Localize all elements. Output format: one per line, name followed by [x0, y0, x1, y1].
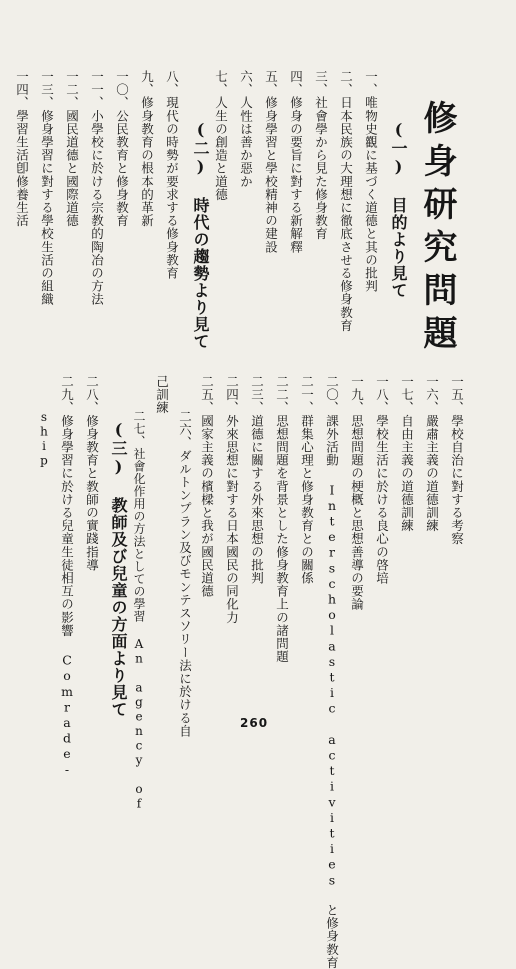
list-item: 一七、自由主義の道德訓練: [399, 375, 415, 533]
list-item: 二四、外來思想に對する日本國民の同化力: [224, 375, 240, 624]
list-item: 九、修身教育の根本的革新: [139, 70, 155, 228]
list-item: 一八、學校生活に於ける良心の啓培: [374, 375, 390, 585]
list-item: 六、人性は善か惡か: [238, 70, 254, 188]
list-item: 一、唯物史觀に基づく道德と其の批判: [363, 70, 379, 293]
list-item: 二〇、課外活動 Interscholastic activities と修身教育: [324, 375, 340, 969]
list-item: 四、修身の要旨に對する新解釋: [288, 70, 304, 254]
list-item: 一五、學校自治に對する考察: [449, 375, 465, 546]
page-title: 修身研究問題: [417, 100, 457, 358]
list-item: 二九、修身學習に於ける兒童生徒相互の影響 Comrade-: [59, 375, 75, 778]
list-item: 三、社會學から見た修身教育: [313, 70, 329, 241]
section-heading-trend: (二) 時代の趨勢より見て: [191, 120, 210, 350]
list-item: 一六、嚴肅主義の道德訓練: [424, 375, 440, 533]
list-item: 二八、修身教育と教師の實踐指導: [84, 375, 100, 572]
list-item: 一九、思想問題の梗概と思想善導の要論: [349, 375, 365, 611]
list-item: 二三、道德に關する外來思想の批判: [249, 375, 265, 585]
list-item: 一〇、公民教育と修身教育: [114, 70, 130, 228]
list-item: 八、現代の時勢が要求する修身教育: [164, 70, 180, 280]
list-item: 二一、群集心理と修身教育との關係: [299, 375, 315, 585]
list-item: 二二、思想問題を背景とした修身教育上の諸問題: [274, 375, 290, 664]
page-number: 260: [240, 716, 269, 730]
list-item: 一三、修身學習に對する學校生活の組織: [39, 70, 55, 306]
list-item-continuation: 二六、ダルトンプラン及びモンテスソリー法に於ける自: [177, 410, 193, 738]
list-item: 一四、學習生活卽修養生活: [14, 70, 30, 228]
list-item: 五、修身學習と學校精神の建設: [263, 70, 279, 254]
list-item: 二、日本民族の大理想に徹底させる修身教育: [338, 70, 354, 332]
list-item: 二五、國家主義の檳樑と我が國民道德: [199, 375, 215, 598]
list-item-continuation: 二七、社會化作用の方法としての學習 An agency of: [132, 410, 146, 811]
section-heading-teacher-child: (三) 教師及び兒童の方面より見て: [109, 420, 128, 718]
list-item: 一一、小學校に於ける宗教的陶冶の方法: [89, 70, 105, 306]
section-heading-purpose: (一) 目的より見て: [389, 120, 408, 299]
list-item-continuation: ship: [37, 410, 51, 468]
list-item: 己訓練: [154, 375, 170, 415]
list-item: 一二、國民道德と國際道德: [64, 70, 80, 228]
list-item: 七、人生の創造と道德: [213, 70, 229, 201]
